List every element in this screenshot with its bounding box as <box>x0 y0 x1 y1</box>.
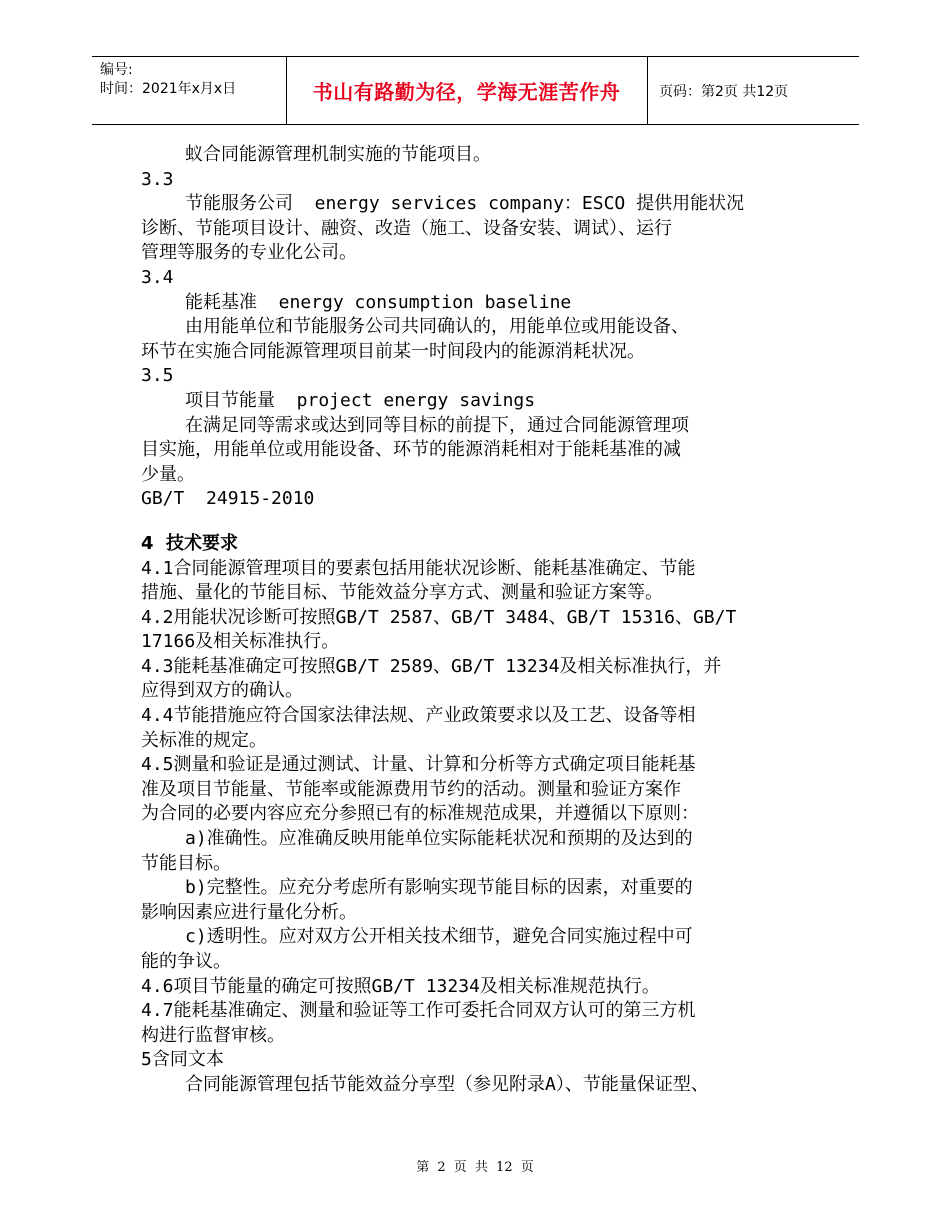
text-line: b)完整性。应充分考虑所有影响实现节能目标的因素，对重要的 <box>185 877 693 899</box>
text-line: 4.6项目节能量的确定可按照GB/T 13234及相关标准规范执行。 <box>141 975 660 997</box>
text-line: 能的争议。 <box>141 951 231 972</box>
text-line: 蚁合同能源管理机制实施的节能项目。 <box>185 144 491 165</box>
text-line: 节能服务公司 energy services company：ESCO 提供用能状况 <box>185 193 745 215</box>
header-motto: 书山有路勤为径，学海无涯苦作舟 <box>312 80 621 104</box>
text-line: 环节在实施合同能源管理项目前某一时间段内的能源消耗状况。 <box>141 340 645 362</box>
page-footer: 第 2 页 共 12 页 <box>416 1160 534 1175</box>
text-line: 3.4 <box>141 266 174 288</box>
text-line: 由用能单位和节能服务公司共同确认的，用能单位或用能设备、 <box>185 316 689 338</box>
text-line: 目实施，用能单位或用能设备、环节的能源消耗相对于能耗基准的减 <box>141 439 681 461</box>
text-line: 能耗基准 energy consumption baseline <box>185 291 572 313</box>
header-meta <box>100 61 236 99</box>
text-line: 项目节能量 project energy savings <box>185 389 536 411</box>
text-line: 准及项目节能量、节能率或能源费用节约的活动。测量和验证方案作 <box>141 778 681 800</box>
page-header <box>92 56 859 125</box>
text-line: 合同能源管理包括节能效益分享型（参见附录A）、节能量保证型、 <box>185 1073 709 1095</box>
text-line: 4.1合同能源管理项目的要素包括用能状况诊断、能耗基准确定、节能 <box>141 557 696 579</box>
text-line: 4.4节能措施应符合国家法律法规、产业政策要求以及工艺、设备等相 <box>141 705 696 727</box>
text-line: 影响因素应进行量化分析。 <box>141 901 357 923</box>
text-line: 节能目标。 <box>141 852 231 874</box>
text-line: 在满足同等需求或达到同等目标的前提下，通过合同能源管理项 <box>185 414 689 436</box>
document-time-label: 时间：2021年x月x日 <box>100 81 237 97</box>
text-line: 诊断、节能项目设计、融资、改造（施工、设备安装、调试）、运行 <box>141 217 672 239</box>
header-divider <box>647 57 648 124</box>
text-line: 管理等服务的专业化公司。 <box>141 242 357 264</box>
text-line: 17166及相关标准执行。 <box>141 631 340 653</box>
text-line: 应得到双方的确认。 <box>141 680 303 702</box>
text-line: 关标准的规定。 <box>141 729 267 751</box>
text-line: GB/T 24915-2010 <box>141 488 315 510</box>
text-line: a)准确性。应准确反映用能单位实际能耗状况和预期的及达到的 <box>185 828 693 850</box>
text-line: 3.3 <box>141 168 174 190</box>
document-number-label: 编号: <box>100 62 133 78</box>
text-line: 构进行监督审核。 <box>141 1024 285 1046</box>
document-body <box>141 143 821 1098</box>
text-line: 4.2用能状况诊断可按照GB/T 2587、GB/T 3484、GB/T 15316、GB/T <box>141 606 737 628</box>
text-line: 为合同的必要内容应充分参照已有的标准规范成果，并遵循以下原则： <box>141 803 699 825</box>
text-line: 少量。 <box>141 463 195 485</box>
section-heading: 4 技术要求 <box>141 532 239 554</box>
text-line: 4.5测量和验证是通过测试、计量、计算和分析等方式确定项目能耗基 <box>141 754 696 776</box>
header-page-info: 页码：第2页 共12页 <box>659 83 789 100</box>
text-line: 4.3能耗基准确定可按照GB/T 2589、GB/T 13234及相关标准执行，并 <box>141 655 722 677</box>
text-line: 3.5 <box>141 365 174 387</box>
text-line: 措施、量化的节能目标、节能效益分享方式、测量和验证方案等。 <box>141 582 663 604</box>
text-line: 5含同文本 <box>141 1049 224 1071</box>
text-line: c)透明性。应对双方公开相关技术细节，避免合同实施过程中可 <box>185 926 693 948</box>
text-line: 4.7能耗基准确定、测量和验证等工作可委托合同双方认可的第三方机 <box>141 1000 696 1022</box>
